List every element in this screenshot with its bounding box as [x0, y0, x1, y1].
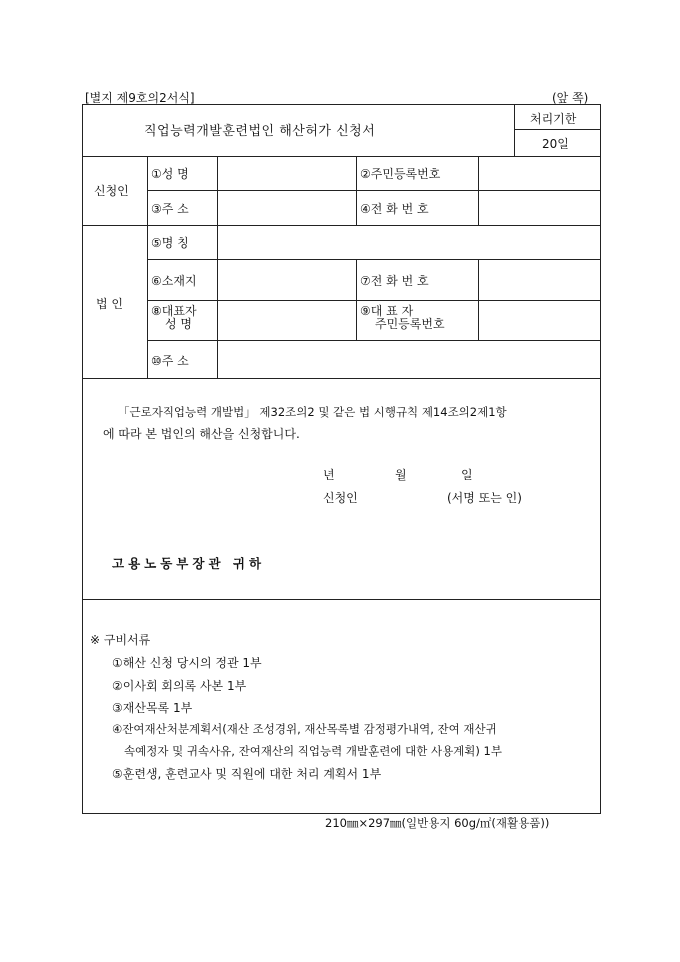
- applicant-address-label: ③주 소: [151, 202, 189, 216]
- deadline-value: 20일: [542, 137, 569, 151]
- corporation-phone-label: ⑦전 화 번 호: [360, 274, 429, 288]
- representative-name-label: [151, 305, 197, 331]
- corporation-location-label: ⑥소재지: [151, 274, 197, 288]
- date-month: 월: [395, 468, 407, 482]
- document-item: 속예정자 및 귀속사유, 잔여재산의 직업능력 개발훈련에 대한 사용계획) 1부: [124, 744, 502, 758]
- document-item: ⑤훈련생, 훈련교사 및 직원에 대한 처리 계획서 1부: [112, 767, 382, 781]
- corporation-address-field[interactable]: [219, 342, 598, 376]
- representative-resident-no-label: [360, 305, 445, 331]
- representative-resident-no-label-line2: 주민등록번호: [375, 317, 445, 331]
- corporation-section-label: 법 인: [96, 297, 123, 311]
- documents-heading: ※ 구비서류: [90, 633, 151, 647]
- form-number: [별지 제9호의2서식]: [85, 91, 195, 105]
- corporation-name-field[interactable]: [219, 227, 598, 257]
- applicant-phone-field[interactable]: [480, 192, 598, 223]
- representative-resident-no-label-line1: ⑨대 표 자: [360, 304, 414, 318]
- corporation-phone-field[interactable]: [480, 261, 598, 298]
- signature-applicant-label: 신청인: [323, 491, 358, 505]
- corporation-name-label: ⑤명 칭: [151, 236, 189, 250]
- representative-name-field[interactable]: [219, 302, 354, 338]
- document-item: ②이사회 회의록 사본 1부: [112, 679, 247, 693]
- representative-name-label-line1: ⑧대표자: [151, 304, 197, 318]
- applicant-address-field[interactable]: [219, 192, 354, 223]
- applicant-phone-label: ④전 화 번 호: [360, 202, 429, 216]
- date-day: 일: [461, 468, 473, 482]
- representative-name-label-line2: 성 명: [165, 317, 192, 331]
- applicant-resident-no-label: ②주민등록번호: [360, 167, 441, 181]
- document-item: ③재산목록 1부: [112, 701, 193, 715]
- corporation-location-field[interactable]: [219, 261, 354, 298]
- paper-spec: 210㎜×297㎜(일반용지 60g/㎡(재활용품)): [325, 816, 550, 830]
- applicant-name-label: ①성 명: [151, 167, 189, 181]
- representative-resident-no-field[interactable]: [480, 302, 598, 338]
- statement-line-2: 에 따라 본 법인의 해산을 신청합니다.: [103, 427, 300, 441]
- statement-line-1: 「근로자직업능력 개발법」 제32조의2 및 같은 법 시행규칙 제14조의2제1항: [118, 405, 507, 419]
- date-year: 년: [323, 468, 335, 482]
- deadline-label: 처리기한: [530, 112, 577, 126]
- form-title: 직업능력개발훈련법인 해산허가 신청서: [144, 124, 376, 139]
- document-item: ④잔여재산처분계획서(재산 조성경위, 재산목록별 감정평가내역, 잔여 재산귀: [112, 722, 497, 736]
- applicant-name-field[interactable]: [219, 158, 354, 188]
- document-item: ①해산 신청 당시의 정관 1부: [112, 656, 262, 670]
- applicant-resident-no-field[interactable]: [480, 158, 598, 188]
- signature-hint: (서명 또는 인): [447, 491, 522, 505]
- corporation-address-label: ⑩주 소: [151, 354, 189, 368]
- recipient: 고용노동부장관 귀하: [112, 556, 266, 571]
- applicant-section-label: 신청인: [94, 184, 129, 198]
- page-side: (앞 쪽): [552, 91, 589, 105]
